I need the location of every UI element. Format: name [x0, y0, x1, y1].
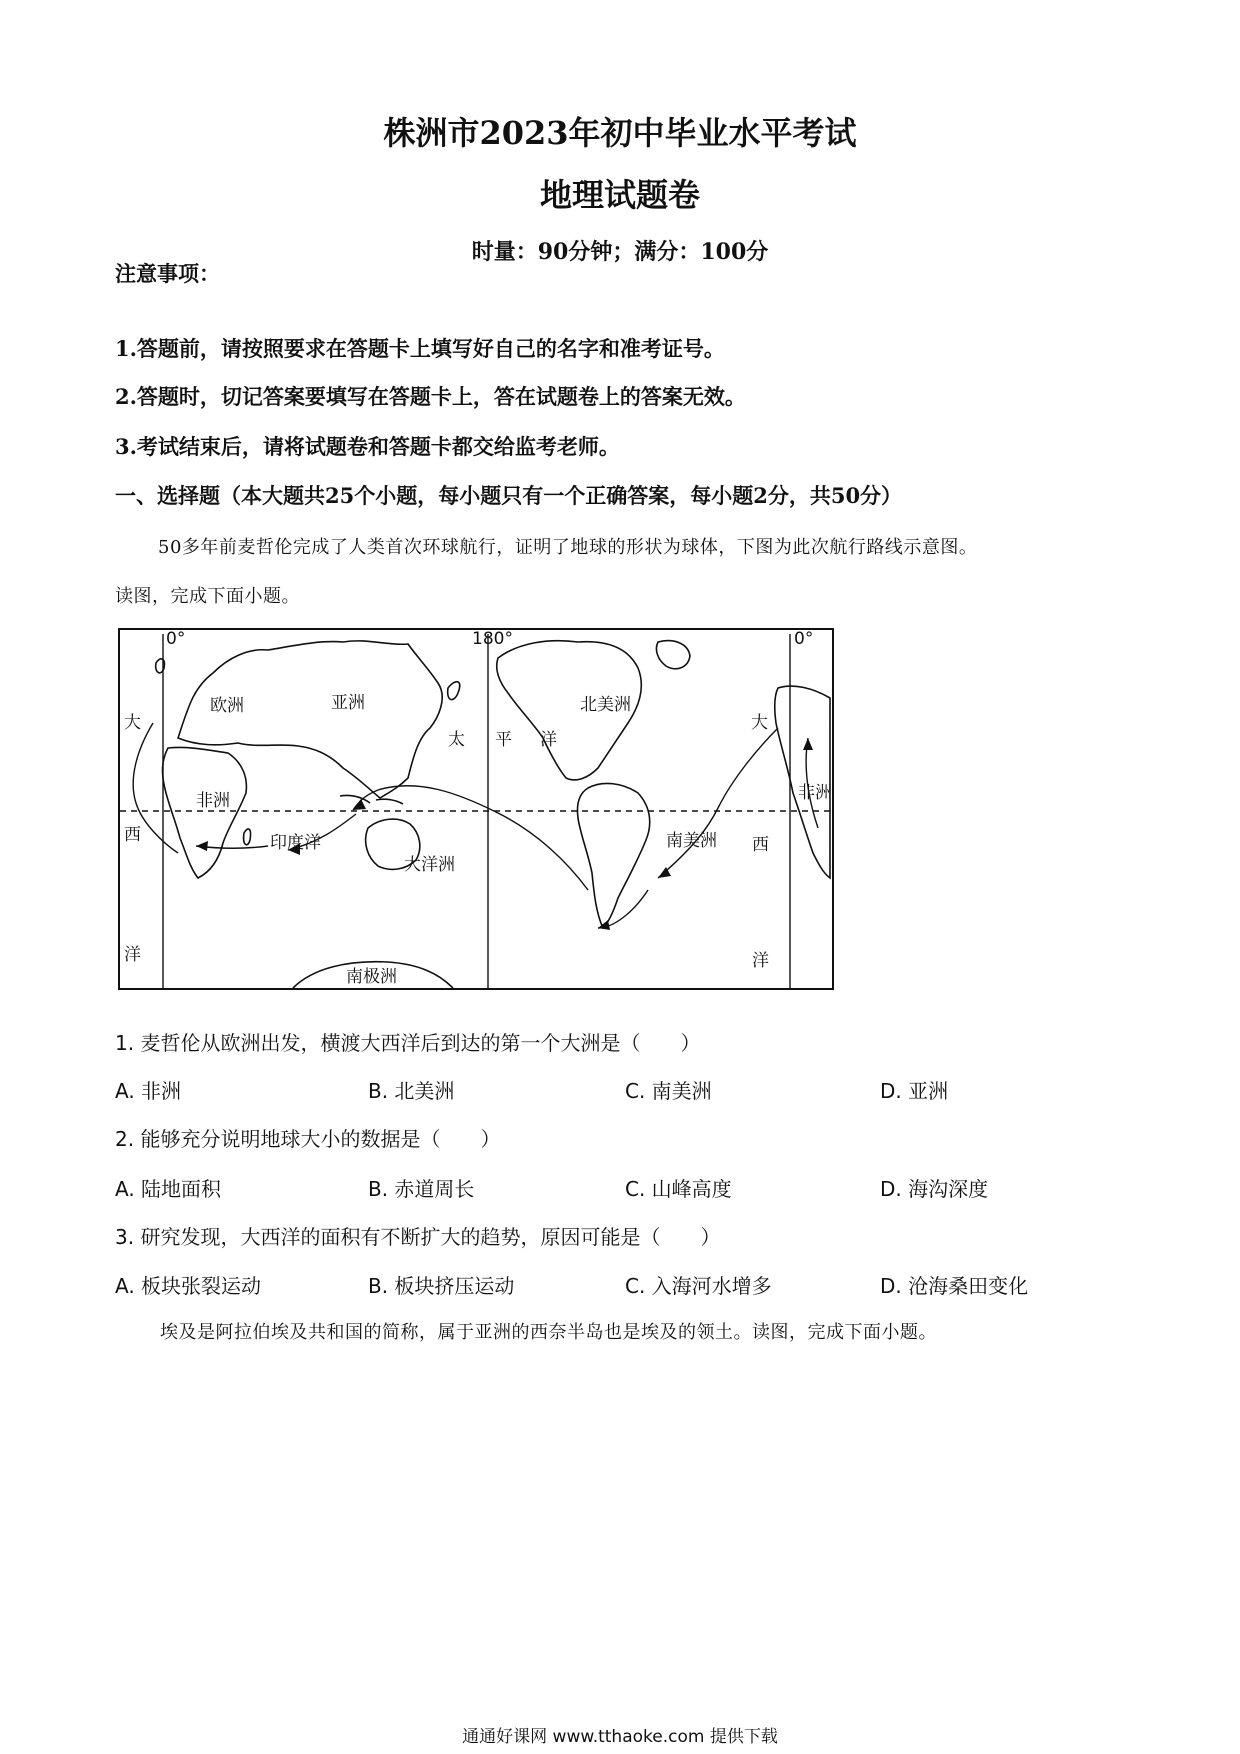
notice-item: 2.答题时，切记答案要填写在答题卡上，答在试题卷上的答案无效。	[115, 384, 746, 409]
question-2-option-a: A. 陆地面积	[115, 1177, 222, 1201]
label-atlantic-right: 西	[752, 835, 769, 855]
question-1-option-c: C. 南美洲	[625, 1079, 712, 1103]
exam-time-info: 时量：90分钟；满分：100分	[471, 239, 769, 265]
section-heading: 一、选择题（本大题共25个小题，每小题只有一个正确答案，每小题2分，共50分）	[115, 483, 903, 508]
label-indian-ocean: 印度洋	[270, 833, 321, 853]
passage-text: 读图，完成下面小题。	[115, 586, 300, 607]
question-2-stem: 2. 能够充分说明地球大小的数据是（ ）	[115, 1127, 501, 1151]
notice-item: 3.考试结束后，请将试题卷和答题卡都交给监考老师。	[115, 434, 620, 459]
lon-label-180: 180°	[472, 629, 513, 649]
label-atlantic-right: 洋	[752, 951, 769, 971]
question-1-option-d: D. 亚洲	[880, 1079, 949, 1103]
label-africa-right: 非洲	[798, 783, 832, 803]
label-atlantic-right: 大	[751, 713, 768, 733]
label-atlantic-left: 西	[124, 825, 141, 845]
passage-text: 50多年前麦哲伦完成了人类首次环球航行，证明了地球的形状为球体，下图为此次航行路线示意图。	[158, 537, 978, 558]
question-3-stem: 3. 研究发现，大西洋的面积有不断扩大的趋势，原因可能是（ ）	[115, 1225, 721, 1249]
question-1-option-a: A. 非洲	[115, 1079, 182, 1103]
exam-subtitle: 地理试题卷	[539, 176, 700, 214]
label-antarctica: 南极洲	[346, 967, 397, 987]
question-3-option-a: A. 板块张裂运动	[115, 1274, 262, 1298]
label-south-america: 南美洲	[666, 831, 717, 851]
notice-item: 1.答题前，请按照要求在答题卡上填写好自己的名字和准考证号。	[115, 336, 725, 361]
lon-label-0-left: 0°	[166, 629, 186, 649]
question-2-option-d: D. 海沟深度	[880, 1177, 989, 1201]
label-atlantic-left: 大	[124, 713, 141, 733]
question-1-stem: 1. 麦哲伦从欧洲出发，横渡大西洋后到达的第一个大洲是（ ）	[115, 1031, 701, 1055]
label-pacific: 太	[448, 730, 465, 750]
label-oceania: 大洋洲	[404, 855, 455, 875]
label-asia: 亚洲	[331, 693, 365, 713]
question-3-option-c: C. 入海河水增多	[625, 1274, 772, 1298]
footer-text: 通通好课网 www.tthaoke.com 提供下载	[462, 1727, 778, 1747]
question-2-option-c: C. 山峰高度	[625, 1177, 732, 1201]
label-atlantic-left: 洋	[124, 945, 141, 965]
label-north-america: 北美洲	[580, 695, 631, 715]
exam-title: 株洲市2023年初中毕业水平考试	[383, 114, 857, 152]
notice-heading: 注意事项：	[115, 261, 220, 286]
question-3-option-b: B. 板块挤压运动	[368, 1274, 515, 1298]
passage-egypt: 埃及是阿拉伯埃及共和国的简称，属于亚洲的西奈半岛也是埃及的领土。读图，完成下面小题。	[160, 1322, 937, 1343]
lon-label-0-right: 0°	[794, 629, 814, 649]
question-3-option-d: D. 沧海桑田变化	[880, 1274, 1029, 1298]
label-pacific: 洋	[540, 730, 557, 750]
label-africa-left: 非洲	[196, 791, 230, 811]
question-2-option-b: B. 赤道周长	[368, 1177, 475, 1201]
question-1-option-b: B. 北美洲	[368, 1079, 455, 1103]
magellan-route-map	[118, 628, 834, 990]
label-pacific: 平	[495, 730, 512, 750]
label-europe: 欧洲	[210, 696, 244, 716]
